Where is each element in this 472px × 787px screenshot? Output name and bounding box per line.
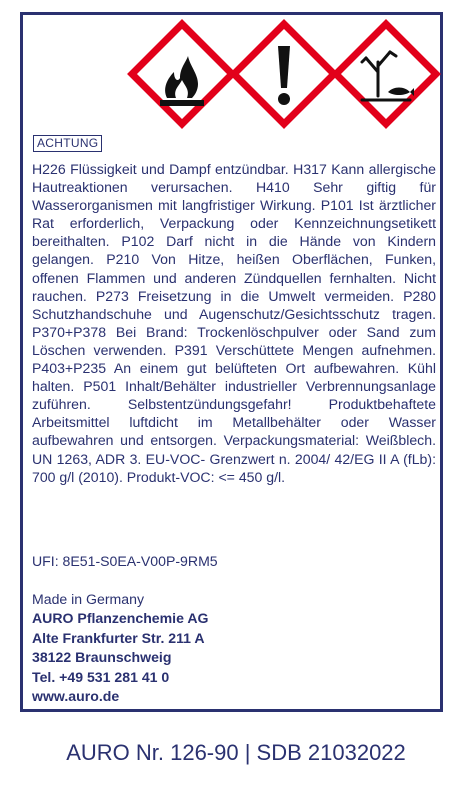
footer-reference: AURO Nr. 126-90 | SDB 21032022 [66, 740, 406, 765]
city-address: 38122 Braunschweig [32, 649, 172, 666]
company-name: AURO Pflanzenchemie AG [32, 610, 209, 627]
ufi-code: UFI: 8E51-S0EA-V00P-9RM5 [32, 553, 218, 569]
exclamation-mark-icon [234, 24, 334, 124]
environment-icon [336, 24, 436, 124]
made-in: Made in Germany [32, 591, 145, 607]
website: www.auro.de [32, 688, 120, 705]
manufacturer-block [32, 590, 208, 706]
ghs-pictograms [0, 0, 472, 140]
flame-icon [132, 24, 232, 124]
phone-number: Tel. +49 531 281 41 0 [32, 668, 170, 685]
street-address: Alte Frankfurter Str. 211 A [32, 629, 205, 646]
signal-word-badge: ACHTUNG [33, 135, 102, 152]
hazard-statements: H226 Flüssigkeit und Dampf entzündbar. H317 Kann allergische Hautreaktionen verursachen. H410 Sehr giftig für Wasserorganismen mit langfristiger Wirkung. P101 Ist ärztlicher Rat erforderlich, Verpackung oder Kennzeichnungsetikett bereithalten. P102 Darf nicht in die Hände von Kindern gelangen. P210 Von Hitze, heißen Oberflächen, Funken, offenen Flammen und anderen Zündquellen fernhalten. Nicht rauchen. P273 Freisetzung in die Umwelt vermeiden. P280 Schutzhandschuhe und Augenschutz/Gesichtsschutz tragen. P370+P378 Bei Brand: Trockenlöschpulver oder Sand zum Löschen verwenden. P391 Verschüttete Mengen aufnehmen. P403+P235 An einem gut belüfteten Ort aufbewahren. Kühl halten. P501 Inhalt/Behälter industrieller Verbrennungsanlage zuführen. Selbstentzündungsgefahr! Produktbehaftete Arbeitsmittel luftdicht im Metallbehälter oder Wasser aufbewahren und entsorgen. Verpackungsmaterial: Weißblech. UN 1263, ADR 3. EU-VOC- Grenzwert n. 2004/ 42/EG II A (fLb): 700 g/l (2010). Produkt-VOC: <= 450 g/l. [32, 161, 436, 485]
